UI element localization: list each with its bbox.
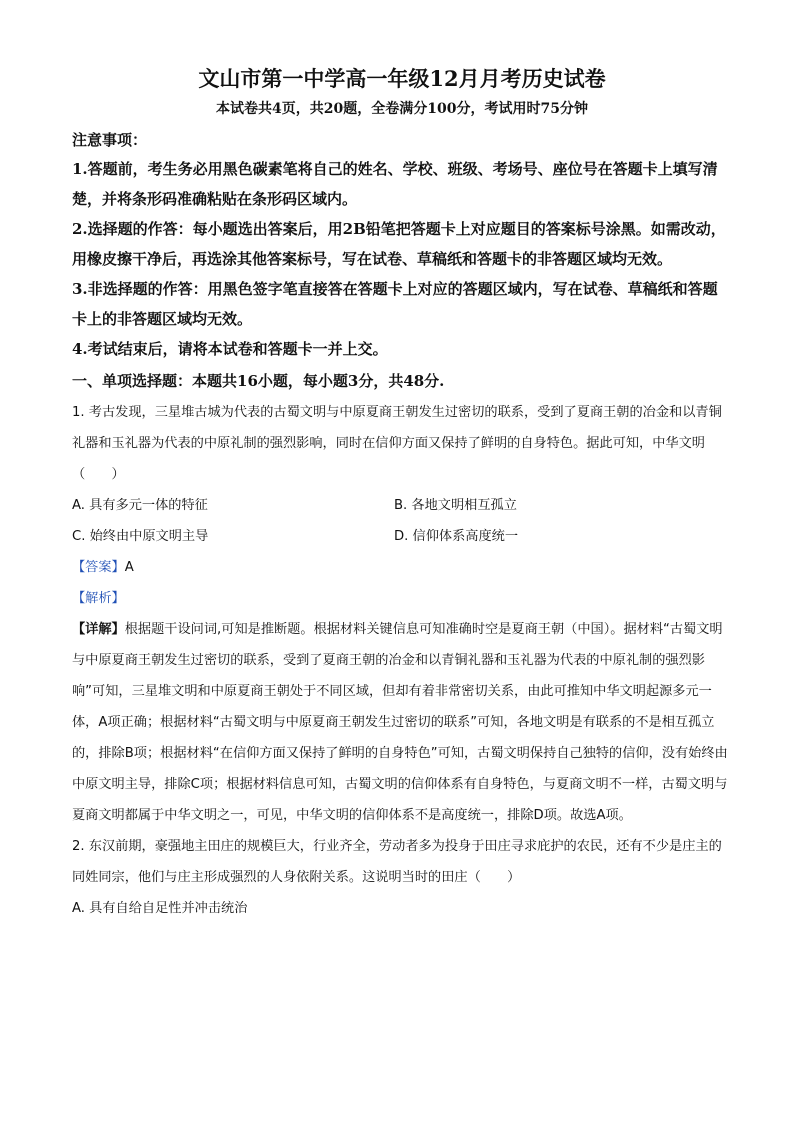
- notice-item-4: 4.考试结束后，请将本试卷和答题卡一并上交。: [72, 340, 388, 358]
- question-1-option-d: D. 信仰体系高度统一: [394, 529, 519, 544]
- exam-page: [72, 62, 732, 924]
- exam-title: 文山市第一中学高一年级12月月考历史试卷: [198, 66, 606, 91]
- exam-subtitle: 本试卷共4页，共20题，全卷满分100分，考试用时75分钟: [216, 101, 588, 117]
- notice-item-1: 1.答题前，考生务必用黑色碳素笔将自己的姓名、学校、班级、考场号、座位号在答题卡上填写清楚，并将条形码准确粘贴在条形码区域内。: [72, 160, 718, 208]
- detail-label: 【详解】: [72, 622, 125, 637]
- notice-item-2: 2.选择题的作答：每小题选出答案后，用2B铅笔把答题卡上对应题目的答案标号涂黑。如需改动，用橡皮擦干净后，再选涂其他答案标号，写在试卷、草稿纸和答题卡的非答题区域均无效。: [72, 220, 726, 268]
- answer-label: 【答案】: [72, 560, 125, 575]
- question-1-option-a: A. 具有多元一体的特征: [72, 498, 208, 513]
- question-2-stem: 2. 东汉前期，豪强地主田庄的规模巨大，行业齐全，劳动者多为投身于田庄寻求庇护的农民，还有不少是庄主的同姓同宗，他们与庄主形成强烈的人身依附关系。这说明当时的田庄（ ）: [72, 839, 722, 885]
- question-2-option-a: A. 具有自给自足性并冲击统治: [72, 901, 248, 916]
- notice-heading: 注意事项：: [72, 131, 148, 149]
- detail-paragraph: [72, 614, 732, 831]
- section-heading: 一、单项选择题：本题共16小题，每小题3分，共48分.: [72, 372, 445, 390]
- answer-value: A: [124, 560, 134, 575]
- question-1-option-b: B. 各地文明相互孤立: [394, 498, 517, 513]
- question-1-stem: 1. 考古发现，三星堆古城为代表的古蜀文明与中原夏商王朝发生过密切的联系，受到了夏商王朝的冶金和以青铜礼器和玉礼器为代表的中原礼制的强烈影响，同时在信仰方面又保持了鲜明的自身特色。据此可知，中华文明（ ）: [72, 405, 722, 482]
- question-1-option-c: C. 始终由中原文明主导: [72, 529, 209, 544]
- notice-item-3: 3.非选择题的作答：用黑色签字笔直接答在答题卡上对应的答题区域内，写在试卷、草稿纸和答题卡上的非答题区域均无效。: [72, 280, 718, 328]
- question-1-options: [72, 490, 732, 552]
- answer-line: [72, 552, 732, 583]
- analysis-line: [72, 583, 732, 614]
- notice-list: [72, 154, 732, 364]
- analysis-label: 【解析】: [72, 591, 125, 606]
- detail-text: 根据题干设问词,可知是推断题。根据材料关键信息可知准确时空是夏商王朝（中国）。据材料“古蜀文明与中原夏商王朝发生过密切的联系，受到了夏商王朝的冶金和以青铜礼器和玉礼器为代表的中原礼制的强烈影响”可知，三星堆文明和中原夏商王朝处于不同区域，但却有着非常密切关系，由此可推知中华文明起源多元一体，A项正确；根据材料“古蜀文明与中原夏商王朝发生过密切的联系”可知，各地文明是有联系的不是相互孤立的，排除B项；根据材料“在信仰方面又保持了鲜明的自身特色”可知，古蜀文明保持自己独特的信仰，没有始终由中原文明主导，排除C项；根据材料信息可知，古蜀文明的信仰体系有自身特色，与夏商文明不一样，古蜀文明与夏商文明都属于中华文明之一，可见，中华文明的信仰体系不是高度统一，排除D项。故选A项。: [72, 622, 728, 823]
